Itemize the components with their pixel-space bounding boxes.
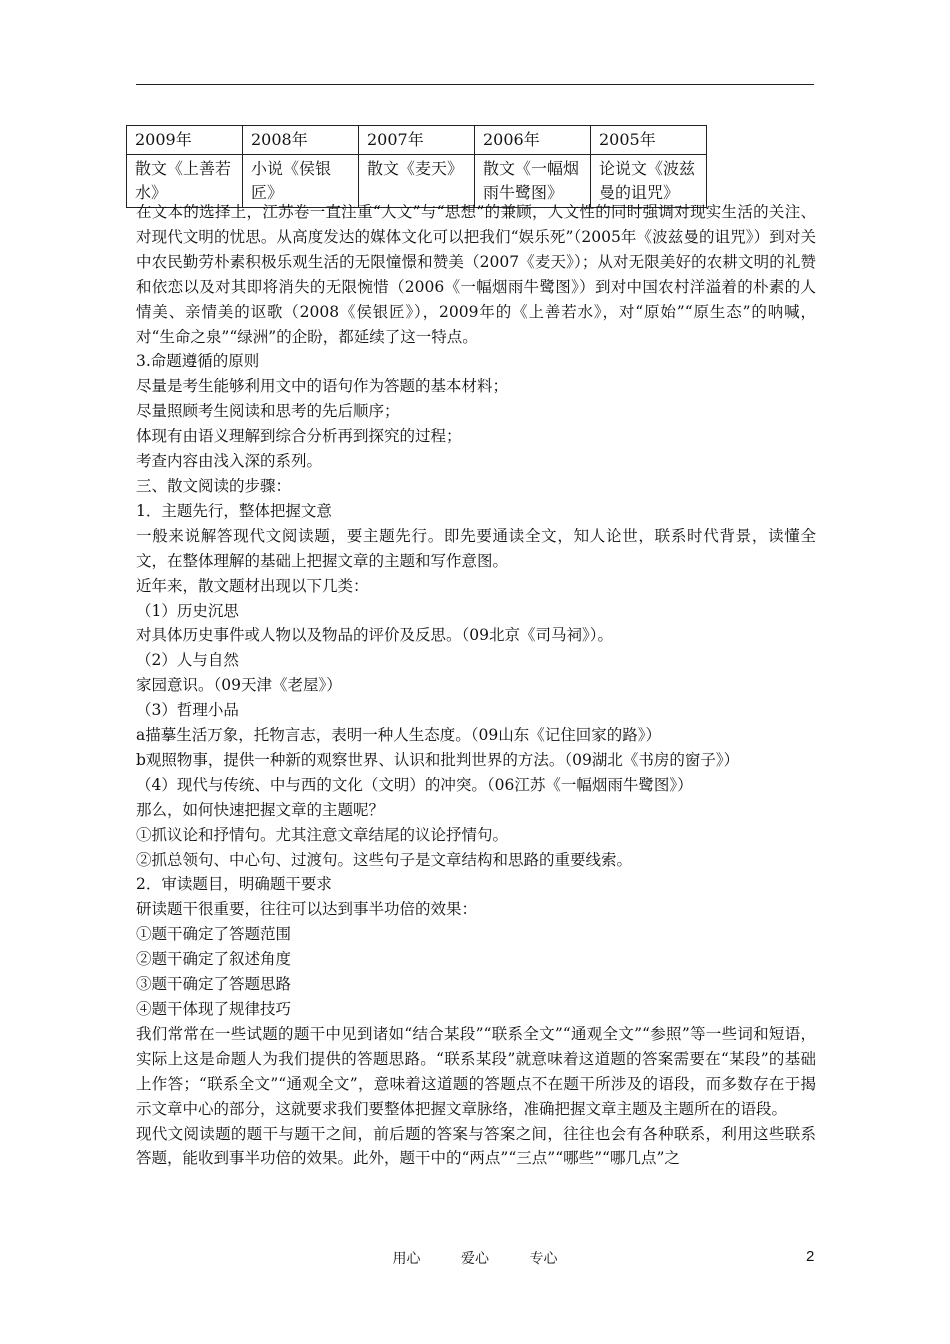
table-header-cell: 2008年 xyxy=(243,126,359,155)
list-item: （1）历史沉思 xyxy=(136,601,239,620)
paragraph: b观照物事，提供一种新的观察世界、认识和批判世界的方法。（09湖北《书房的窗子》） xyxy=(136,750,740,769)
body-text xyxy=(136,200,816,1171)
paragraph: 研读题干很重要，往往可以达到事半功倍的效果： xyxy=(136,900,478,919)
paragraph: 考查内容由浅入深的系列。 xyxy=(136,452,323,471)
paragraph: 现代文阅读题的题干与题干之间，前后题的答案与答案之间，往往也会有各种联系，利用这些联系答题，能收到事半功倍的效果。此外，题干中的“两点”“三点”“哪些”“哪几点”之 xyxy=(136,1124,816,1168)
paragraph: a描摹生活万象，托物言志，表明一种人生态度。（09山东《记住回家的路》） xyxy=(136,726,661,745)
paragraph: 一般来说解答现代文阅读题，要主题先行。即先要通读全文，知人论世，联系时代背景，读懂全文，在整体理解的基础上把握文章的主题和写作意图。 xyxy=(136,526,816,570)
table-cell: 散文《一幅烟雨牛鹭图》 xyxy=(475,155,591,208)
table-header-cell: 2009年 xyxy=(127,126,243,155)
list-item: ①抓议论和抒情句。尤其注意文章结尾的议论抒情句。 xyxy=(136,825,509,844)
section-heading: 2．审读题目，明确题干要求 xyxy=(136,875,332,894)
section-heading: 3.命题遵循的原则 xyxy=(136,352,260,371)
paragraph: 尽量照顾考生阅读和思考的先后顺序； xyxy=(136,402,400,421)
list-item: （3）哲理小品 xyxy=(136,701,239,720)
paragraph: 在文本的选择上，江苏卷一直注重“人文”与“思想”的兼顾，人文性的同时强调对现实生活的关注、对现代文明的忧思。从高度发达的媒体文化可以把我们“娱乐死”（2005年《波兹曼的诅咒》）到对关中农民勤劳朴素积极乐观生活的无限憧憬和赞美（2007《麦天》）；从对无限美好的农耕文明的礼赞和依恋以及对其即将消失的无限惋惜（2006《一幅烟雨牛鹭图》）到对中国农村洋溢着的朴素的人情美、亲情美的讴歌（2008《侯银匠》），2009年的《上善若水》，对“原始”“原生态”的呐喊，对“生命之泉”“绿洲”的企盼，都延续了这一特点。 xyxy=(136,203,816,346)
list-item: ①题干确定了答题范围 xyxy=(136,925,292,944)
header-rule xyxy=(136,84,814,85)
paragraph: 近年来，散文题材出现以下几类： xyxy=(136,576,369,595)
list-item: ④题干体现了规律技巧 xyxy=(136,1000,292,1018)
list-item: ②抓总领句、中心句、过渡句。这些句子是文章结构和思路的重要线索。 xyxy=(136,850,633,869)
paragraph: 家园意识。（09天津《老屋》） xyxy=(136,676,342,695)
table-header-cell: 2007年 xyxy=(359,126,475,155)
table-cell: 论说文《波兹曼的诅咒》 xyxy=(591,155,707,208)
year-table xyxy=(126,125,707,208)
table-header-cell: 2006年 xyxy=(475,126,591,155)
list-item: ③题干确定了答题思路 xyxy=(136,975,292,994)
list-item: （2）人与自然 xyxy=(136,651,239,670)
section-heading: 三、散文阅读的步骤： xyxy=(136,476,292,495)
list-item: ②题干确定了叙述角度 xyxy=(136,950,292,969)
footer-motto-middle: 爱心 xyxy=(461,1251,489,1267)
table-cell: 散文《麦天》 xyxy=(359,155,475,208)
paragraph: 尽量是考生能够利用文中的语句作为答题的基本材料； xyxy=(136,377,509,396)
list-item: （4）现代与传统、中与西的文化（文明）的冲突。（06江苏《一幅烟雨牛鹭图》） xyxy=(136,775,693,794)
table-header-row xyxy=(127,126,707,155)
footer-motto-left: 用心 xyxy=(392,1251,421,1267)
paragraph: 那么，如何快速把握文章的主题呢？ xyxy=(136,800,385,819)
paragraph: 体现有由语义理解到综合分析再到探究的过程； xyxy=(136,427,462,446)
section-heading: 1．主题先行，整体把握文意 xyxy=(136,501,332,520)
table-cell: 散文《上善若水》 xyxy=(127,155,243,208)
page-number: 2 xyxy=(806,1248,815,1265)
table-cell: 小说《侯银匠》 xyxy=(243,155,359,208)
table-header-cell: 2005年 xyxy=(591,126,707,155)
footer-motto-right: 专心 xyxy=(529,1251,558,1267)
paragraph: 对具体历史事件或人物以及物品的评价及反思。（09北京《司马祠》）。 xyxy=(136,626,613,645)
paragraph: 我们常常在一些试题的题干中见到诸如“结合某段”“联系全文”“通观全文”“参照”等一些词和短语，实际上这是命题人为我们提供的答题思路。“联系某段”就意味着这道题的答案需要在“某段”的基础上作答；“联系全文”“通观全文”，意味着这道题的答题点不在题干所涉及的语段，而多数存在于揭示文章中心的部分，这就要求我们要整体把握文章脉络，准确把握文章主题及主题所在的语段。 xyxy=(136,1024,816,1118)
